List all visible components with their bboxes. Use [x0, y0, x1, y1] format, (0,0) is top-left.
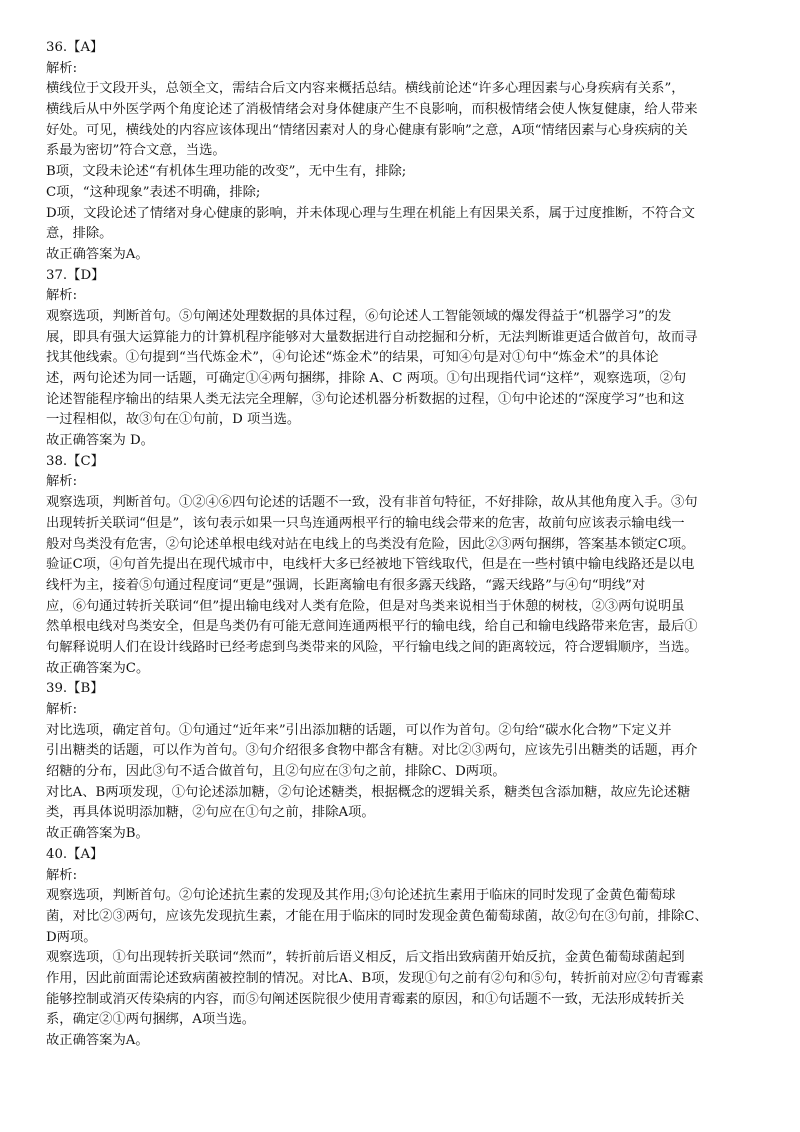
text-line: 句解释说明人们在设计线路时已经考虑到鸟类带来的风险，平行输电线之间的距离较远，符合逻辑顺序，当选。	[46, 639, 698, 655]
text-line: 解析:	[46, 867, 78, 883]
text-line: 解析:	[46, 702, 78, 717]
text-line: C项，“这种现象”表述不明确，排除;	[46, 184, 261, 200]
question-heading: 39.【B】	[46, 681, 104, 697]
text-line: 般对鸟类没有危害，②句论述单根电线对站在电线上的鸟类没有危险，因此②③两句捆绑，答案基本锁定C项。	[46, 536, 695, 552]
text-line: 好处。可见，横线处的内容应该体现出“情绪因素对人的身心健康有影响”之意，A项“情绪因素与心身疾病的关	[46, 122, 688, 138]
text-line: 一过程相似，故③句在①句前，D 项当选。	[46, 412, 301, 428]
text-line: D项，文段论述了情绪对身心健康的影响，并未体现心理与生理在机能上有因果关系，属于过度推断，不符合文	[46, 205, 695, 221]
text-line: 故正确答案为C。	[46, 660, 150, 676]
text-line: 绍糖的分布，因此③句不适合做首句，且②句应在③句之前，排除C、D两项。	[46, 764, 506, 780]
text-line: 故正确答案为A。	[46, 1033, 149, 1048]
text-line: 出现转折关联词“但是”，该句表示如果一只鸟连通两根平行的输电线会带来的危害，故前句应该表示输电线一	[46, 515, 685, 531]
answer-explanation-document	[46, 38, 758, 1052]
text-line: 观察选项，判断首句。①②④⑥四句论述的话题不一致，没有非首句特征，不好排除，故从其他角度入手。③句	[46, 495, 698, 511]
text-line: 然单根电线对鸟类安全，但是鸟类仍有可能无意间连通两根平行的输电线，给自己和输电线路带来危害，最后①	[46, 619, 698, 635]
question-heading: 40.【A】	[46, 846, 104, 862]
text-line: 找其他线索。①句提到“当代炼金术”，④句论述“炼金术”的结果，可知④句是对①句中“炼金术”的具体论	[46, 350, 659, 366]
text-line: 展，即具有强大运算能力的计算机程序能够对大量数据进行自动挖掘和分析，无法判断谁更适合做首句，故而寻	[46, 329, 698, 345]
text-line: 观察选项，判断首句。⑤句阐述处理数据的具体过程，⑥句论述人工智能领域的爆发得益于“机器学习”的发	[46, 308, 672, 324]
text-line: 解析:	[46, 474, 78, 490]
text-line: 类，再具体说明添加糖，②句应在①句之前，排除A项。	[46, 805, 375, 821]
text-line: 对比A、B两项发现，①句论述添加糖，②句论述糖类，根据概念的逻辑关系，糖类包含添加糖，故应先论述糖	[46, 784, 691, 800]
text-line: 验证C项，④句首先提出在现代城市中，电线杆大多已经被地下管线取代，但是在一些村镇中输电线路还是以电	[46, 557, 695, 573]
text-line: 系，确定②①两句捆绑，A项当选。	[46, 1012, 256, 1028]
text-line: 观察选项，判断首句。②句论述抗生素的发现及其作用;③句论述抗生素用于临床的同时发现了金黄色葡萄球	[46, 888, 676, 904]
question-heading: 37.【D】	[46, 267, 105, 283]
text-line: 解析:	[46, 288, 78, 304]
text-line: 故正确答案为B。	[46, 826, 149, 842]
text-line: 故正确答案为 D。	[46, 433, 154, 449]
text-line: 线杆为主，接着⑤句通过程度词“更是”强调，长距离输电有很多露天线路，“露天线路”与④句“明线”对	[46, 577, 646, 593]
text-line: 解析:	[46, 60, 78, 76]
text-line: 故正确答案为A。	[46, 246, 149, 262]
text-line: 横线后从中外医学两个角度论述了消极情绪会对身体健康产生不良影响，而积极情绪会使人恢复健康，给人带来	[46, 102, 698, 118]
question-heading: 38.【C】	[46, 453, 104, 469]
text-line: 对比选项，确定首句。①句通过“近年来”引出添加糖的话题，可以作为首句。②句给“碳水化合物”下定义并	[46, 722, 672, 738]
text-line: 作用，因此前面需论述致病菌被控制的情况。对比A、B项，发现①句之前有②句和⑤句，转折前对应②句青霉素	[46, 970, 704, 986]
text-line: B项，文段未论述“有机体生理功能的改变”，无中生有，排除;	[46, 164, 407, 180]
question-heading: 36.【A】	[46, 40, 104, 55]
text-line: 应，⑥句通过转折关联词“但”提出输电线对人类有危险，但是对鸟类来说相当于休憩的树枝，②③两句说明虽	[46, 598, 685, 614]
text-line: 系最为密切”符合文意，当选。	[46, 143, 226, 159]
text-line: 横线位于文段开头，总领全文，需结合后文内容来概括总结。横线前论述“许多心理因素与心身疾病有关系”，	[46, 81, 685, 97]
text-line: 论述智能程序输出的结果人类无法完全理解，③句论述机器分析数据的过程，①句中论述的“深度学习”也和这	[46, 391, 685, 407]
text-line: 引出糖类的话题，可以作为首句。③句介绍很多食物中都含有糖。对比②③两句，应该先引出糖类的话题，再介	[46, 743, 698, 759]
text-line: 述，两句论述为同一话题，可确定①④两句捆绑，排除 A、C 两项。①句出现指代词“这样”，观察选项，②句	[46, 371, 687, 386]
text-line: D两项。	[46, 929, 97, 945]
text-line: 观察选项，①句出现转折关联词“然而”，转折前后语义相反，后文指出致病菌开始反抗，金黄色葡萄球菌起到	[46, 950, 685, 966]
text-line: 菌，对比②③两句，应该先发现抗生素，才能在用于临床的同时发现金黄色葡萄球菌，故②句在③句前，排除C、	[46, 908, 708, 924]
text-line: 能够控制或消灭传染病的内容，而⑤句阐述医院很少使用青霉素的原因，和①句话题不一致，无法形成转折关	[46, 991, 685, 1007]
text-line: 意，排除。	[46, 226, 113, 242]
